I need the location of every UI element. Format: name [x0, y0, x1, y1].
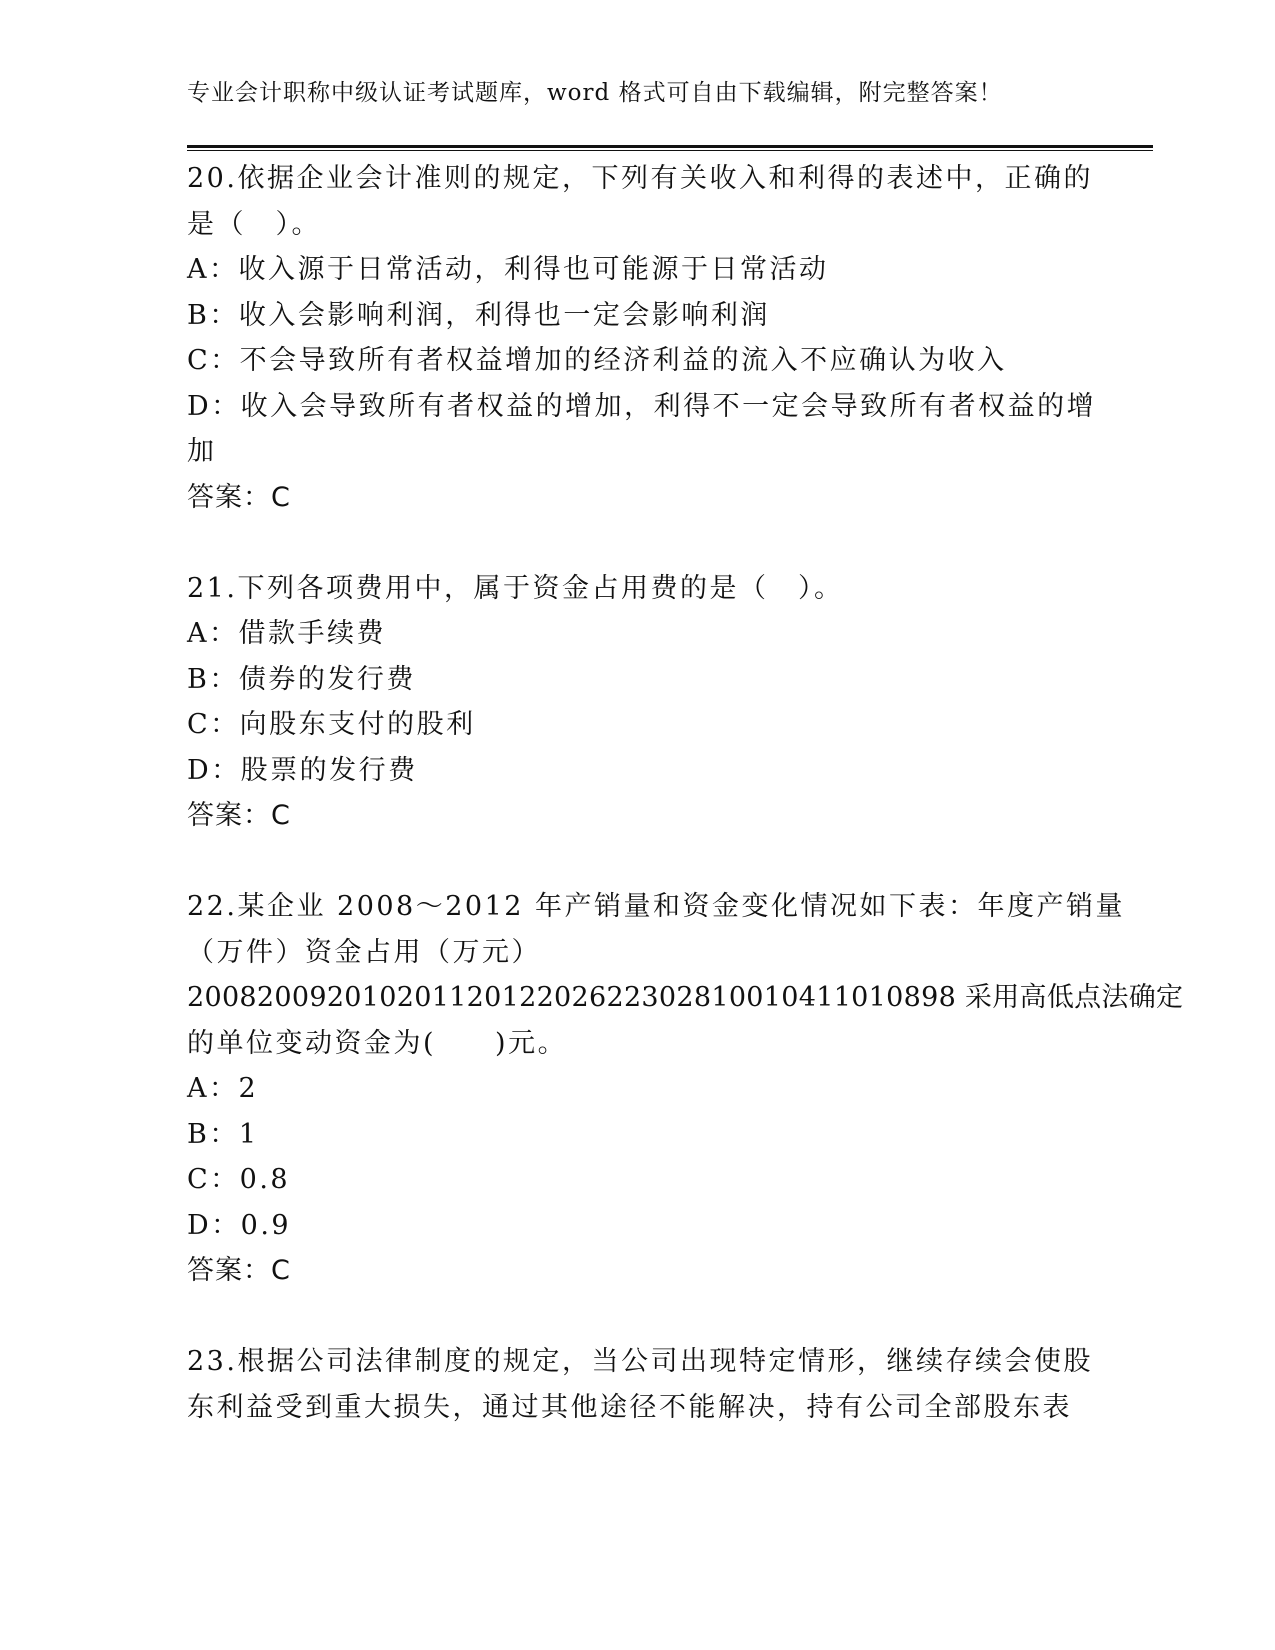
question-23	[187, 1339, 1093, 1430]
question-stem-line: 东利益受到重大损失，通过其他途径不能解决，持有公司全部股东表	[187, 1391, 1072, 1423]
question-stem-line: 20082009201020112012202622302810010411010898 采用高低点法确定	[187, 982, 1184, 1013]
option-b: B：收入会影响利润，利得也一定会影响利润	[187, 299, 770, 331]
answer-label: 答案：C	[187, 1255, 291, 1286]
question-21	[187, 566, 1077, 839]
header-rule-thin	[187, 150, 1153, 151]
question-stem-line: 20.依据企业会计准则的规定，下列有关收入和利得的表述中，正确的	[187, 163, 1093, 194]
question-spacer	[187, 839, 1077, 885]
question-spacer	[187, 520, 1077, 566]
question-stem-line: 是（ ）。	[187, 208, 321, 240]
option-d: D：收入会导致所有者权益的增加，利得不一定会导致所有者权益的增	[187, 390, 1097, 422]
question-stem-line: 22.某企业 2008～2012 年产销量和资金变化情况如下表：年度产销量	[187, 891, 1126, 922]
question-stem-line: 23.根据公司法律制度的规定，当公司出现特定情形，继续存续会使股	[187, 1346, 1093, 1377]
question-stem-line: 的单位变动资金为( )元。	[187, 1027, 568, 1059]
header-rule-thick	[187, 145, 1153, 148]
option-b: B：1	[187, 1118, 259, 1150]
option-a: A：借款手续费	[187, 618, 386, 649]
option-d-continuation: 加	[187, 436, 217, 467]
page-header: 专业会计职称中级认证考试题库，word 格式可自由下载编辑，附完整答案！	[187, 80, 1003, 106]
option-c: C：0.8	[187, 1164, 291, 1195]
option-d: D：股票的发行费	[187, 754, 418, 786]
option-a: A：收入源于日常活动，利得也可能源于日常活动	[187, 254, 829, 285]
question-22	[187, 884, 1184, 1294]
answer-label: 答案：C	[187, 481, 291, 513]
answer-label: 答案：C	[187, 800, 291, 831]
option-d: D：0.9	[187, 1209, 292, 1241]
option-a: A：2	[187, 1073, 259, 1104]
question-20	[187, 156, 1097, 520]
option-c: C：向股东支付的股利	[187, 709, 476, 740]
question-stem-line: （万件）资金占用（万元）	[187, 936, 541, 968]
question-spacer	[187, 1294, 1077, 1340]
question-stem-line: 21.下列各项费用中，属于资金占用费的是（ ）。	[187, 572, 844, 604]
option-c: C：不会导致所有者权益增加的经济利益的流入不应确认为收入	[187, 345, 1007, 376]
option-b: B：债券的发行费	[187, 663, 416, 695]
question-list	[187, 156, 1184, 1430]
